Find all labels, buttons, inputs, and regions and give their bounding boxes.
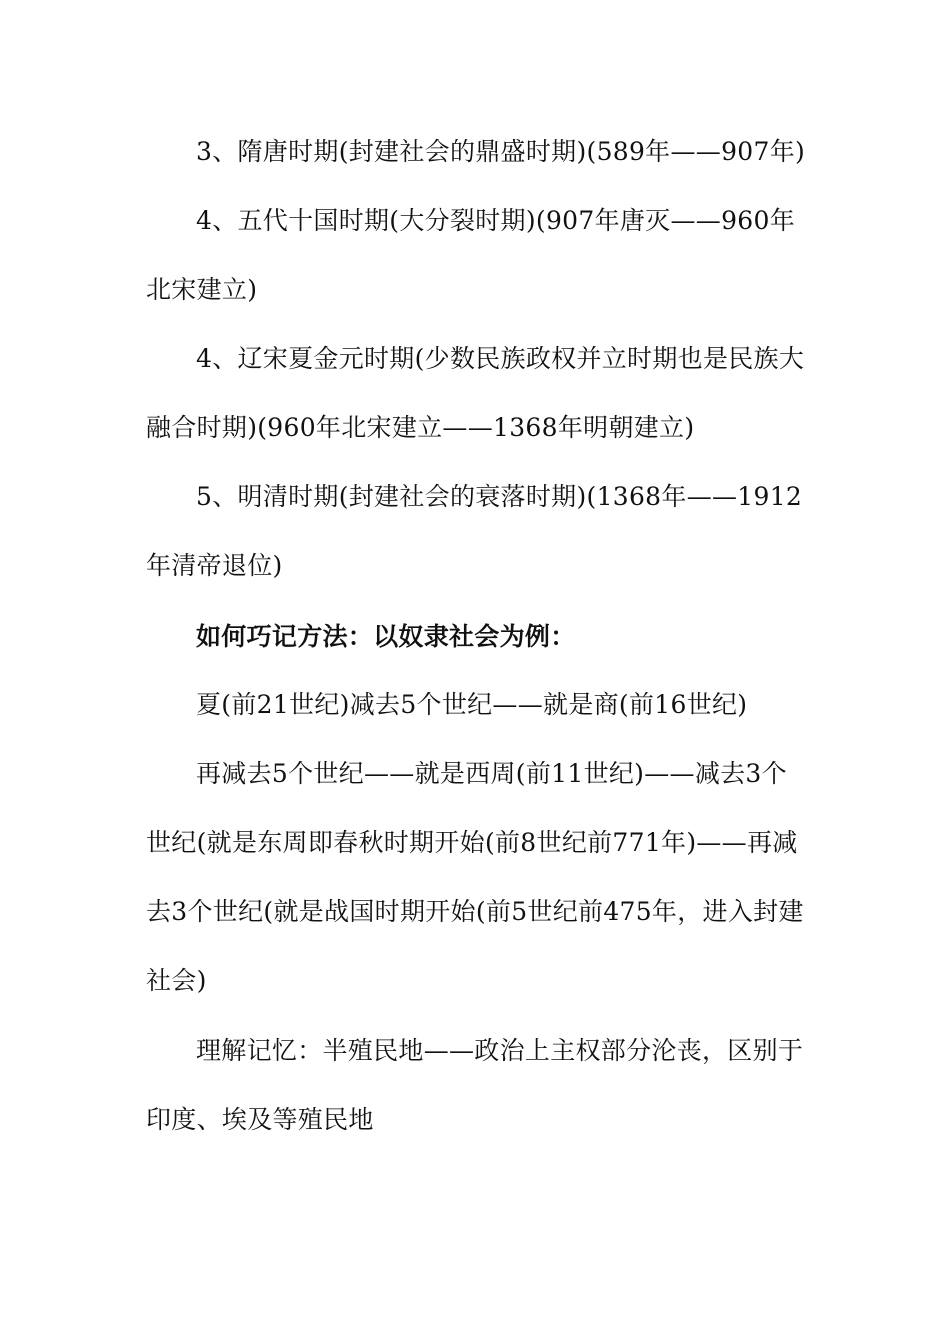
paragraph-five-dynasties: 4、五代十国时期(大分裂时期)(907年唐灭——960年北宋建立) [146,206,796,304]
paragraph-liao-song-xia-jin-yuan: 4、辽宋夏金元时期(少数民族政权并立时期也是民族大融合时期)(960年北宋建立——1368年明朝建立) [146,344,805,442]
paragraph-xia-shang: 夏(前21世纪)减去5个世纪——就是商(前16世纪) [196,690,748,719]
paragraph-zhou-warring-states: 再减去5个世纪——就是西周(前11世纪)——减去3个世纪(就是东周即春秋时期开始(前8世纪前771年)——再减去3个世纪(就是战国时期开始(前5世纪前475年，进入封建社会) [146,759,804,995]
paragraph-ming-qing: 5、明清时期(封建社会的衰落时期)(1368年——1912年清帝退位) [146,482,803,580]
paragraph-sui-tang: 3、隋唐时期(封建社会的鼎盛时期)(589年——907年) [196,137,806,166]
section-heading-memory-method: 如何巧记方法：以奴隶社会为例： [196,622,576,651]
paragraph-semi-colony: 理解记忆：半殖民地——政治上主权部分沦丧，区别于印度、埃及等殖民地 [146,1036,804,1134]
